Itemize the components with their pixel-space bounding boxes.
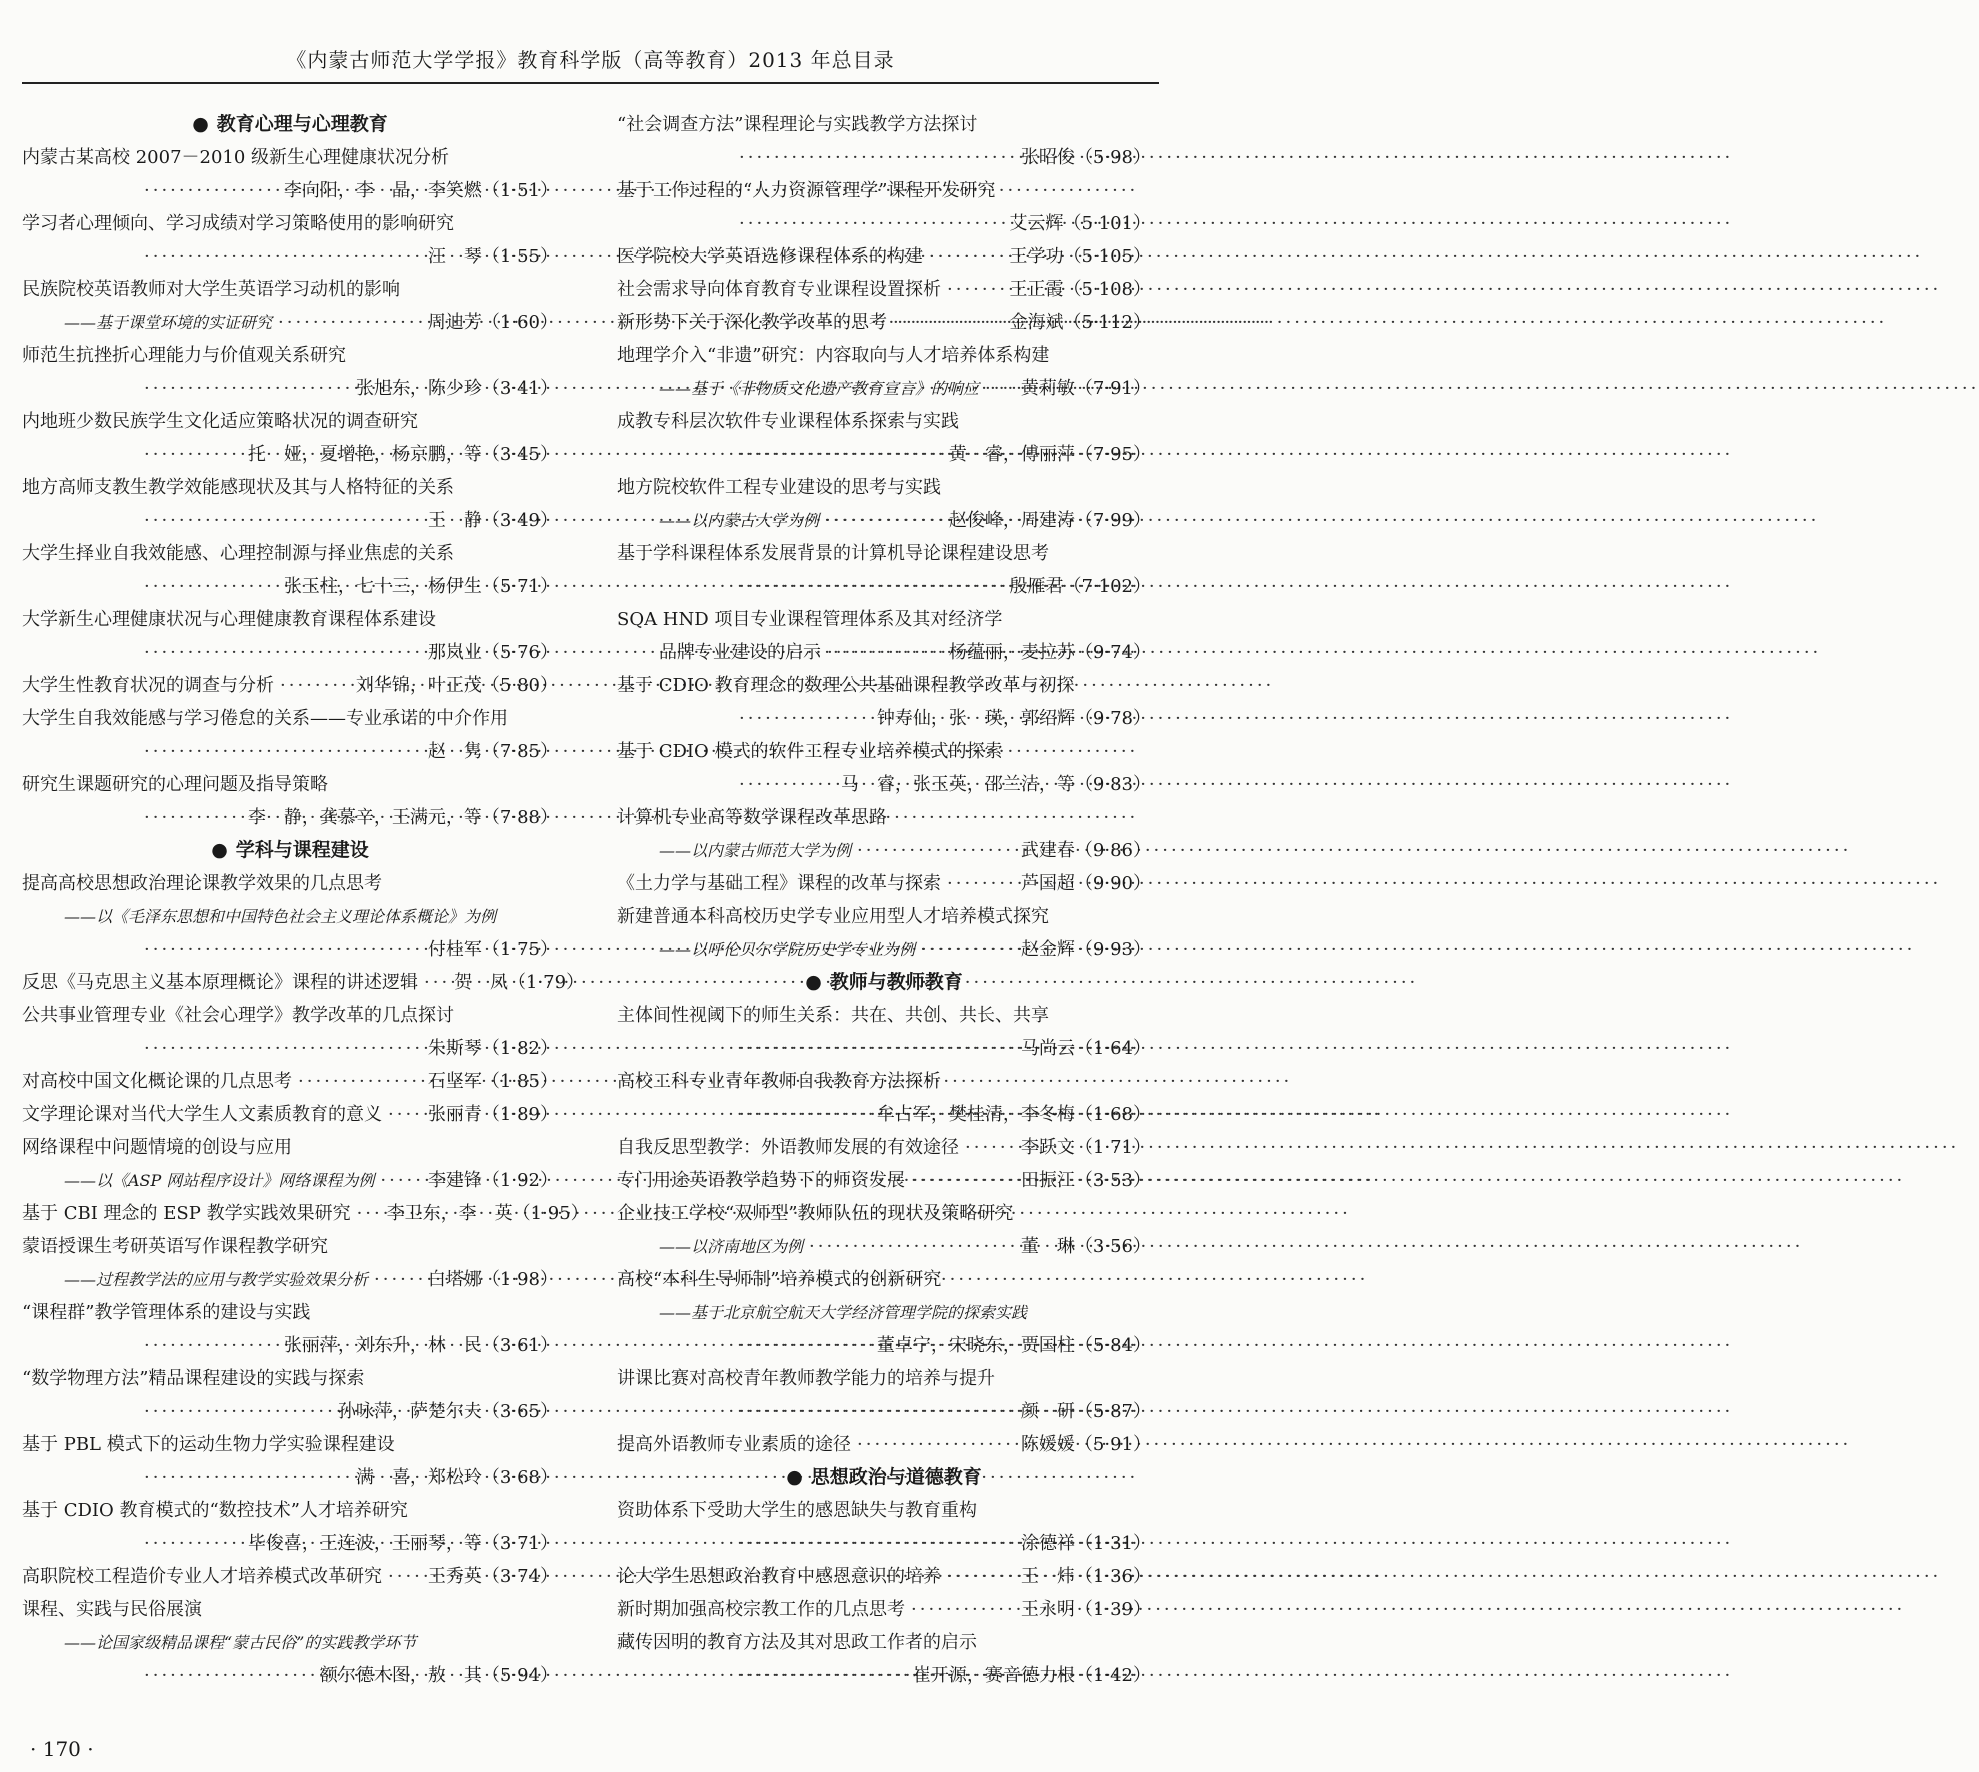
- entry-inline[interactable]: 自我反思型教学：外语教师发展的有效途径 ····· 李跃文（1·71）: [617, 1131, 1151, 1164]
- entry-title[interactable]: 高校“本科生导师制”培养模式的创新研究: [617, 1269, 942, 1290]
- left-column: [22, 108, 589, 1692]
- entry-inline[interactable]: 新时期加强高校宗教工作的几点思考 ····· 王永明（1·39）: [617, 1593, 1151, 1626]
- entry-title[interactable]: 师范生抗挫折心理能力与价值观关系研究: [22, 345, 346, 366]
- entry-ref: ····· 毕俊喜，王连波，王丽琴，等（3·71）: [22, 1527, 558, 1560]
- entry-title[interactable]: 学习者心理倾向、学习成绩对学习策略使用的影响研究: [22, 213, 454, 234]
- entry-ref: ····· 张丽萍，刘东升，林 民（3·61）: [22, 1329, 558, 1362]
- entry-ref: ····· 钟寿仙，张 瑛，郭绍辉（9·78）: [617, 702, 1151, 735]
- entry-title[interactable]: “社会调查方法”课程理论与实践教学方法探讨: [617, 114, 978, 135]
- section-heading: ● 教育心理与心理教育: [192, 113, 388, 135]
- entry-title[interactable]: 新建普通本科高校历史学专业应用型人才培养模式探究: [617, 906, 1049, 927]
- entry-ref: ····· 殷雁君（7·102）: [617, 570, 1151, 603]
- entry-inline[interactable]: 文学理论课对当代大学生人文素质教育的意义 ····· 张丽青（1·89）: [22, 1098, 558, 1131]
- entry-ref: ——过程教学法的应用与教学实验效果分析 ····· 白塔娜（1·98）: [22, 1263, 558, 1296]
- entry-title[interactable]: 提高高校思想政治理论课教学效果的几点思考: [22, 873, 382, 894]
- entry-title[interactable]: 基于工作过程的“人力资源管理学”课程开发研究: [617, 180, 996, 201]
- entry-ref: ····· 黄 睿，傅丽萍（7·95）: [617, 438, 1151, 471]
- entry-title[interactable]: SQA HND 项目专业课程管理体系及其对经济学: [617, 609, 1003, 630]
- entry-title[interactable]: 大学生择业自我效能感、心理控制源与择业焦虑的关系: [22, 543, 454, 564]
- entry-ref: ····· 马 睿，张玉英，邵兰洁，等（9·83）: [617, 768, 1151, 801]
- entry-title[interactable]: 主体间性视阈下的师生关系：共在、共创、共长、共享: [617, 1005, 1049, 1026]
- entry-ref: ····· 满 喜，郑松玲（3·68）: [22, 1461, 558, 1494]
- entry-ref: ····· 孙咏萍，萨楚尔夫（3·65）: [22, 1395, 558, 1428]
- entry-title[interactable]: 基于学科课程体系发展背景的计算机导论课程建设思考: [617, 543, 1049, 564]
- entry-title[interactable]: 成教专科层次软件专业课程体系探索与实践: [617, 411, 959, 432]
- entry-title[interactable]: 内蒙古某高校 2007－2010 级新生心理健康状况分析: [22, 147, 450, 168]
- entry-inline[interactable]: 论大学生思想政治教育中感恩意识的培养 ····· 王 炜（1·36）: [617, 1560, 1151, 1593]
- section-heading: ● 学科与课程建设: [211, 839, 369, 861]
- entry-title[interactable]: 民族院校英语教师对大学生英语学习动机的影响: [22, 279, 400, 300]
- entry-ref: ——以内蒙古师范大学为例 ····· 武建春（9·86）: [617, 834, 1151, 867]
- entry-title[interactable]: 大学新生心理健康状况与心理健康教育课程体系建设: [22, 609, 436, 630]
- entry-title[interactable]: 讲课比赛对高校青年教师教学能力的培养与提升: [617, 1368, 995, 1389]
- entry-ref: ····· 董卓宁，宋晓东，贾国柱（5·84）: [617, 1329, 1151, 1362]
- entry-inline[interactable]: 提高外语教师专业素质的途径 ····· 陈媛媛（5·91）: [617, 1428, 1151, 1461]
- entry-title[interactable]: 基于 PBL 模式下的运动生物力学实验课程建设: [22, 1434, 395, 1455]
- entry-title[interactable]: 基于 CDIO 教育理念的数理公共基础课程教学改革与初探: [617, 675, 1075, 696]
- right-column: [617, 108, 1151, 1692]
- bullet-icon: ●: [192, 113, 209, 135]
- entry-inline[interactable]: 反思《马克思主义基本原理概论》课程的讲述逻辑 ····· 贺 凤（1·79）: [22, 966, 558, 999]
- entry-ref: ——以内蒙古大学为例 ····· 赵俊峰，周建涛（7·99）: [617, 504, 1151, 537]
- entry-subtitle: ——基于北京航空航天大学经济管理学院的探索实践: [659, 1303, 1028, 1322]
- entry-ref: ····· 张昭俊（5·98）: [617, 141, 1151, 174]
- entry-ref: ····· 朱斯琴（1·82）: [22, 1032, 558, 1065]
- entry-title[interactable]: 内地班少数民族学生文化适应策略状况的调查研究: [22, 411, 418, 432]
- entry-ref: ····· 付桂军（1·75）: [22, 933, 558, 966]
- entry-ref: ····· 额尔德木图，敖 其（5·94）: [22, 1659, 558, 1692]
- entry-title[interactable]: 大学生自我效能感与学习倦怠的关系——专业承诺的中介作用: [22, 708, 508, 729]
- entry-title[interactable]: 地方高师支教生教学效能感现状及其与人格特征的关系: [22, 477, 454, 498]
- entry-title[interactable]: 公共事业管理专业《社会心理学》教学改革的几点探讨: [22, 1005, 454, 1026]
- entry-title[interactable]: 网络课程中问题情境的创设与应用: [22, 1137, 292, 1158]
- entry-ref: ····· 崔开源，赛音德力根（1·42）: [617, 1659, 1151, 1692]
- entry-title[interactable]: 基于 CDIO 教育模式的“数控技术”人才培养研究: [22, 1500, 408, 1521]
- entry-ref: ····· 艾云辉（5·101）: [617, 207, 1151, 240]
- entry-ref: ····· 李 静，龚慕辛，王满元，等（7·88）: [22, 801, 558, 834]
- header-rule: [22, 82, 1159, 84]
- bullet-icon: ●: [786, 1466, 803, 1488]
- entry-ref: ····· 张玉柱，七十三，杨伊生（5·71）: [22, 570, 558, 603]
- bullet-icon: ●: [211, 839, 228, 861]
- entry-title[interactable]: 基于 CDIO 模式的软件工程专业培养模式的探索: [617, 741, 1003, 762]
- entry-inline[interactable]: 大学生性教育状况的调查与分析 ····· 刘华锦，叶正茂（5·80）: [22, 669, 558, 702]
- entry-title[interactable]: 地理学介入“非遗”研究：内容取向与人才培养体系构建: [617, 345, 1050, 366]
- entry-title[interactable]: “课程群”教学管理体系的建设与实践: [22, 1302, 311, 1323]
- page-header: 《内蒙古师范大学学报》教育科学版（高等教育）2013 年总目录: [286, 48, 895, 72]
- entry-title[interactable]: 藏传因明的教育方法及其对思政工作者的启示: [617, 1632, 977, 1653]
- entry-ref: ····· 那岚业（5·76）: [22, 636, 558, 669]
- entry-ref: ····· 王 静（3·49）: [22, 504, 558, 537]
- entry-inline[interactable]: 对高校中国文化概论课的几点思考 ····· 石坚军（1·85）: [22, 1065, 558, 1098]
- entry-ref: ——基于《非物质文化遗产教育宣言》的响应 ····· 黄莉敏（7·91）: [617, 372, 1151, 405]
- entry-title[interactable]: 计算机专业高等数学课程改革思路: [617, 807, 887, 828]
- entry-subtitle: ——以《毛泽东思想和中国特色社会主义理论体系概论》为例: [64, 907, 497, 926]
- bullet-icon: ●: [805, 971, 822, 993]
- section-heading: ● 教师与教师教育: [805, 971, 963, 993]
- entry-ref: ····· 李向阳，李 晶，李笑燃（1·51）: [22, 174, 558, 207]
- entry-title[interactable]: “数学物理方法”精品课程建设的实践与探索: [22, 1368, 365, 1389]
- page-number: · 170 ·: [30, 1737, 94, 1761]
- entry-subtitle: ——论国家级精品课程“蒙古民俗”的实践教学环节: [64, 1633, 417, 1652]
- entry-ref: ····· 颜 研（5·87）: [617, 1395, 1151, 1428]
- entry-inline[interactable]: 医学院校大学英语选修课程体系的构建 ····· 王学功（5·105）: [617, 240, 1151, 273]
- entry-ref: ——以《ASP 网站程序设计》网络课程为例 ····· 李建锋（1·92）: [22, 1164, 558, 1197]
- entry-inline[interactable]: 基于 CBI 理念的 ESP 教学实践效果研究 ····· 李卫东，李 英（1·95）: [22, 1197, 558, 1230]
- entry-ref: ····· 张旭东，陈少珍（3·41）: [22, 372, 558, 405]
- entry-inline[interactable]: 新形势下关于深化教学改革的思考 ····· 金海斌（5·112）: [617, 306, 1151, 339]
- entry-inline[interactable]: 社会需求导向体育教育专业课程设置探析 ····· 王正霞（5·108）: [617, 273, 1151, 306]
- entry-inline[interactable]: 《土力学与基础工程》课程的改革与探索 ····· 芦国超（9·90）: [617, 867, 1151, 900]
- entry-ref: ····· 马尚云（1·64）: [617, 1032, 1151, 1065]
- entry-inline[interactable]: 高职院校工程造价专业人才培养模式改革研究 ····· 王秀英（3·74）: [22, 1560, 558, 1593]
- entry-title[interactable]: 课程、实践与民俗展演: [22, 1599, 202, 1620]
- entry-ref: ····· 牟占军，樊桂清，李冬梅（1·68）: [617, 1098, 1151, 1131]
- entry-inline[interactable]: 专门用途英语教学趋势下的师资发展 ····· 田振江（3·53）: [617, 1164, 1151, 1197]
- entry-title[interactable]: 企业技工学校“双师型”教师队伍的现状及策略研究: [617, 1203, 1014, 1224]
- entry-title[interactable]: 高校工科专业青年教师自我教育方法探析: [617, 1071, 941, 1092]
- entry-ref: ····· 涂德祥（1·31）: [617, 1527, 1151, 1560]
- entry-ref: ····· 汪 琴（1·55）: [22, 240, 558, 273]
- entry-title[interactable]: 资助体系下受助大学生的感恩缺失与教育重构: [617, 1500, 977, 1521]
- entry-title[interactable]: 研究生课题研究的心理问题及指导策略: [22, 774, 328, 795]
- entry-ref: 品牌专业建设的启示 ····· 杨蕴丽，麦拉苏（9·74）: [617, 636, 1151, 669]
- entry-ref: ····· 托 娅，夏增艳，杨京鹏，等（3·45）: [22, 438, 558, 471]
- entry-ref: ····· 赵 隽（7·85）: [22, 735, 558, 768]
- entry-title[interactable]: 蒙语授课生考研英语写作课程教学研究: [22, 1236, 328, 1257]
- entry-ref: ——以呼伦贝尔学院历史学专业为例 ····· 赵金辉（9·93）: [617, 933, 1151, 966]
- entry-ref: ——以济南地区为例 ····· 董 琳（3·56）: [617, 1230, 1151, 1263]
- entry-title[interactable]: 地方院校软件工程专业建设的思考与实践: [617, 477, 941, 498]
- section-heading: ● 思想政治与道德教育: [786, 1466, 982, 1488]
- entry-ref: ——基于课堂环境的实证研究 ····· 周迪芳（1·60）: [22, 306, 558, 339]
